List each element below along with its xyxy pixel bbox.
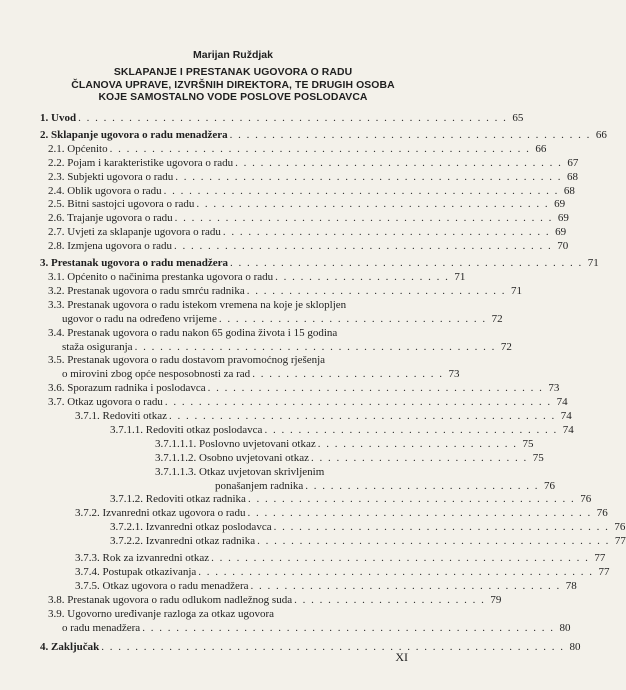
toc-entry: 2.4. Oblik ugovora o radu . . . . . . . . . . . . . . . . . . . . . . . . . . . . . . . . . . . . . . . . . . . . . . . 68 <box>48 184 575 197</box>
toc-entry: 3.7.2. Izvanredni otkaz ugovora o radu . . . . . . . . . . . . . . . . . . . . . . . . . . . . . . . . . . . . . . . . . 76 <box>75 507 608 520</box>
table-of-contents <box>40 112 626 654</box>
toc-entry: 4. Zaključak . . . . . . . . . . . . . . . . . . . . . . . . . . . . . . . . . . . . . . . . . . . . . . . . . . . . . . . 80 <box>40 640 581 653</box>
toc-entry: 3. Prestanak ugovora o radu menadžera . . . . . . . . . . . . . . . . . . . . . . . . . . . . . . . . . . . . . . . . . . 71 <box>40 257 599 270</box>
toc-entry: 2.7. Uvjeti za sklapanje ugovora o radu . . . . . . . . . . . . . . . . . . . . . . . . . . . . . . . . . . . . . . . 69 <box>48 226 567 239</box>
chapter-header <box>0 49 466 105</box>
toc-entry: 3.5. Prestanak ugovora o radu dostavom pravomoćnog rješenja o mirovini zbog opće nesposobnosti za rad . . . . . . . . . . . . . . . . . . . . . . . 73 <box>48 354 460 381</box>
toc-entry: 3.7.1.1. Redoviti otkaz poslodavca . . . . . . . . . . . . . . . . . . . . . . . . . . . . . . . . . . . 74 <box>110 423 574 436</box>
toc-entry: 3.7.2.1. Izvanredni otkaz poslodavca . . . . . . . . . . . . . . . . . . . . . . . . . . . . . . . . . . . . . . . . 76 <box>110 521 626 534</box>
chapter-title-line-1: SKLAPANJE I PRESTANAK UGOVORA O RADU <box>113 67 353 78</box>
toc-entry: 3.7.1.1.2. Osobno uvjetovani otkaz . . . . . . . . . . . . . . . . . . . . . . . . . . 75 <box>155 451 544 464</box>
toc-entry: 3.7.3. Rok za izvanredni otkaz . . . . . . . . . . . . . . . . . . . . . . . . . . . . . . . . . . . . . . . . . . . . . 77 <box>75 552 606 565</box>
toc-entry: 2.8. Izmjena ugovora o radu . . . . . . . . . . . . . . . . . . . . . . . . . . . . . . . . . . . . . . . . . . . . . 70 <box>48 240 569 253</box>
toc-entry: 2.5. Bitni sastojci ugovora o radu . . . . . . . . . . . . . . . . . . . . . . . . . . . . . . . . . . . . . . . . . . 69 <box>48 198 566 211</box>
toc-entry: 2.1. Općenito . . . . . . . . . . . . . . . . . . . . . . . . . . . . . . . . . . . . . . . . . . . . . . . . . . 66 <box>48 142 547 155</box>
toc-entry: 3.3. Prestanak ugovora o radu istekom vremena na koje je sklopljen ugovor o radu na određeno vrijeme . . . . . . . . . . . . . . . . . . . . . . . . . . . . . . . . 72 <box>48 298 503 325</box>
toc-entry: 3.7.5. Otkaz ugovora o radu menadžera . . . . . . . . . . . . . . . . . . . . . . . . . . . . . . . . . . . . . 78 <box>75 579 577 592</box>
toc-entry: 2.3. Subjekti ugovora o radu . . . . . . . . . . . . . . . . . . . . . . . . . . . . . . . . . . . . . . . . . . . . . . 68 <box>48 170 579 183</box>
page-number: XI <box>395 650 408 664</box>
toc-entry: 2. Sklapanje ugovora o radu menadžera . . . . . . . . . . . . . . . . . . . . . . . . . . . . . . . . . . . . . . . . . . . 66 <box>40 128 607 141</box>
toc-entry: 3.9. Ugovorno uređivanje razloga za otkaz ugovora o radu menadžera . . . . . . . . . . . . . . . . . . . . . . . . . . . . . . . . . . . . . . . . . . . . . . . . . 80 <box>48 607 571 634</box>
author-name: Marijan Ruždjak <box>193 49 273 61</box>
chapter-title-line-3: KOJE SAMOSTALNO VODE POSLOVE POSLODAVCA <box>98 92 368 103</box>
toc-entry: 3.7. Otkaz ugovora o radu . . . . . . . . . . . . . . . . . . . . . . . . . . . . . . . . . . . . . . . . . . . . . . 74 <box>48 396 568 409</box>
toc-entry: 3.2. Prestanak ugovora o radu smrću radnika . . . . . . . . . . . . . . . . . . . . . . . . . . . . . . . 71 <box>48 284 522 297</box>
toc-entry: 3.7.1.1.1. Poslovno uvjetovani otkaz . . . . . . . . . . . . . . . . . . . . . . . . 75 <box>155 437 534 450</box>
toc-entry: 3.7.2.2. Izvanredni otkaz radnika . . . . . . . . . . . . . . . . . . . . . . . . . . . . . . . . . . . . . . . . . . 77 <box>110 535 626 548</box>
toc-entry: 3.7.1.2. Redoviti otkaz radnika . . . . . . . . . . . . . . . . . . . . . . . . . . . . . . . . . . . . . . . 76 <box>110 493 592 506</box>
toc-entry: 2.6. Trajanje ugovora o radu . . . . . . . . . . . . . . . . . . . . . . . . . . . . . . . . . . . . . . . . . . . . . 69 <box>48 212 569 225</box>
toc-entry: 3.1. Općenito o načinima prestanka ugovora o radu . . . . . . . . . . . . . . . . . . . . . 71 <box>48 270 466 283</box>
toc-entry: 1. Uvod . . . . . . . . . . . . . . . . . . . . . . . . . . . . . . . . . . . . . . . . . . . . . . . . . . . 65 <box>40 112 524 124</box>
toc-entry: 3.7.1.1.3. Otkaz uvjetovan skrivljenim ponašanjem radnika . . . . . . . . . . . . . . . . . . . . . . . . . . . . 76 <box>155 465 556 492</box>
toc-entry: 3.6. Sporazum radnika i poslodavca . . . . . . . . . . . . . . . . . . . . . . . . . . . . . . . . . . . . . . . . 73 <box>48 382 560 395</box>
toc-entry: 3.4. Prestanak ugovora o radu nakon 65 godina života i 15 godina staža osiguranja . . . . . . . . . . . . . . . . . . . . . . . . . . . . . . . . . . . . . . . . . . . 72 <box>48 326 512 353</box>
toc-entry: 3.8. Prestanak ugovora o radu odlukom nadležnog suda . . . . . . . . . . . . . . . . . . . . . . . 79 <box>48 593 502 606</box>
toc-entry: 3.7.4. Postupak otkazivanja . . . . . . . . . . . . . . . . . . . . . . . . . . . . . . . . . . . . . . . . . . . . . . . 77 <box>75 566 610 578</box>
toc-entry: 2.2. Pojam i karakteristike ugovora o radu . . . . . . . . . . . . . . . . . . . . . . . . . . . . . . . . . . . . . . . 67 <box>48 156 579 169</box>
chapter-title-line-2: ČLANOVA UPRAVE, IZVRŠNIH DIREKTORA, TE DRUGIH OSOBA <box>71 79 395 91</box>
toc-entry: 3.7.1. Redoviti otkaz . . . . . . . . . . . . . . . . . . . . . . . . . . . . . . . . . . . . . . . . . . . . . . 74 <box>75 410 572 423</box>
